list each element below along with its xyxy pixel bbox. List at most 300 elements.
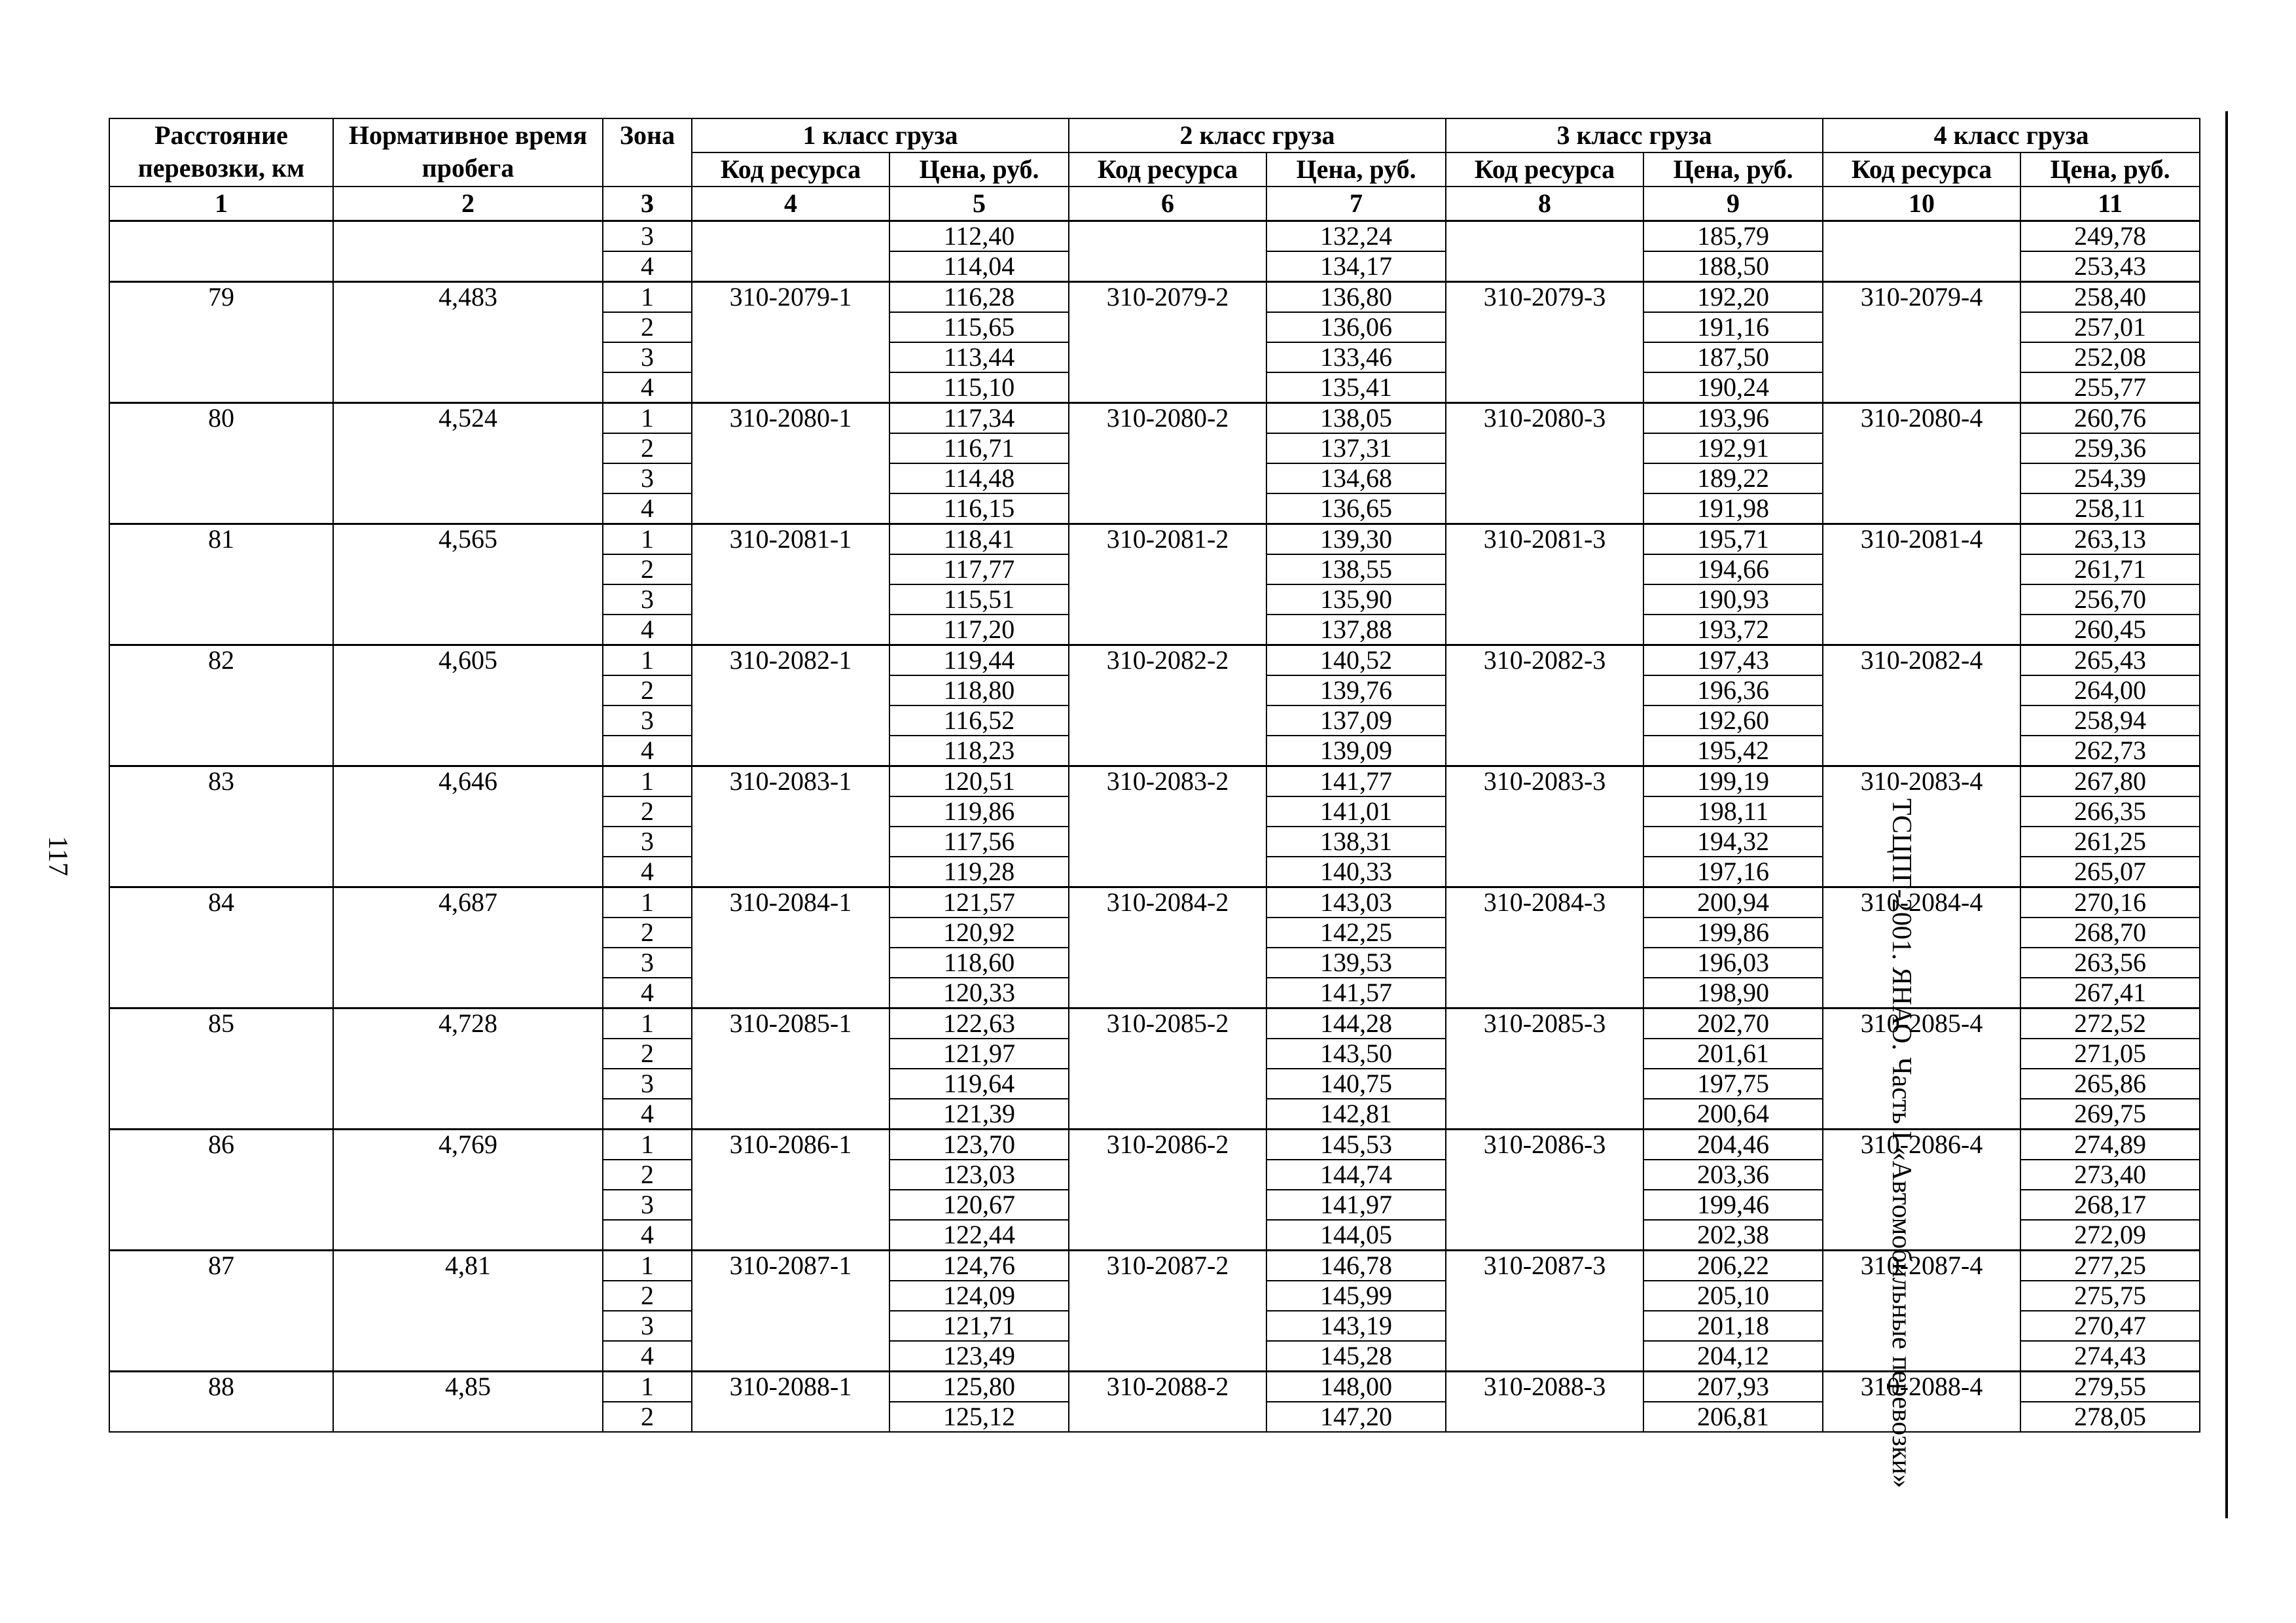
- resource-code-cell: 310-2088-4: [1823, 1372, 2020, 1433]
- price-cell: 119,28: [889, 857, 1069, 887]
- price-cell: 258,11: [2020, 493, 2200, 524]
- price-cell: 116,15: [889, 493, 1069, 524]
- price-cell: 191,98: [1643, 493, 1823, 524]
- resource-code-cell: 310-2085-2: [1069, 1008, 1266, 1130]
- price-cell: 189,22: [1643, 463, 1823, 493]
- resource-code-cell: 310-2082-2: [1069, 645, 1266, 766]
- price-cell: 192,91: [1643, 433, 1823, 463]
- table-row: [109, 282, 2200, 313]
- time-cell: 4,687: [333, 887, 603, 1008]
- column-number: 11: [2020, 187, 2200, 221]
- price-cell: 192,60: [1643, 705, 1823, 736]
- price-cell: 121,71: [889, 1311, 1069, 1341]
- time-cell: 4,605: [333, 645, 603, 766]
- price-cell: 137,31: [1266, 433, 1446, 463]
- distance-cell: 83: [109, 766, 333, 887]
- price-cell: 197,43: [1643, 645, 1823, 676]
- resource-code-cell: [692, 221, 889, 282]
- resource-code-cell: 310-2080-4: [1823, 403, 2020, 524]
- resource-code-cell: 310-2087-2: [1069, 1251, 1266, 1372]
- resource-code-cell: 310-2084-2: [1069, 887, 1266, 1008]
- zone-cell: 2: [603, 1402, 692, 1432]
- price-cell: 136,80: [1266, 282, 1446, 313]
- price-cell: 132,24: [1266, 221, 1446, 252]
- zone-cell: 4: [603, 1099, 692, 1130]
- price-cell: 122,44: [889, 1220, 1069, 1251]
- header-price: Цена, руб.: [1266, 152, 1446, 187]
- column-number: 5: [889, 187, 1069, 221]
- price-cell: 115,51: [889, 584, 1069, 615]
- price-cell: 265,43: [2020, 645, 2200, 676]
- column-number: 9: [1643, 187, 1823, 221]
- price-cell: 120,92: [889, 918, 1069, 948]
- zone-cell: 1: [603, 1251, 692, 1281]
- price-cell: 123,03: [889, 1160, 1069, 1190]
- price-cell: 114,48: [889, 463, 1069, 493]
- price-cell: 185,79: [1643, 221, 1823, 252]
- price-cell: 143,50: [1266, 1039, 1446, 1069]
- price-cell: 120,51: [889, 766, 1069, 797]
- price-cell: 253,43: [2020, 251, 2200, 282]
- price-cell: 199,86: [1643, 918, 1823, 948]
- price-cell: 124,76: [889, 1251, 1069, 1281]
- header-code: Код ресурса: [1069, 152, 1266, 187]
- price-cell: 204,46: [1643, 1130, 1823, 1160]
- resource-code-cell: 310-2088-1: [692, 1372, 889, 1433]
- price-cell: 135,41: [1266, 372, 1446, 403]
- price-cell: 148,00: [1266, 1372, 1446, 1402]
- header-code: Код ресурса: [1823, 152, 2020, 187]
- price-cell: 274,89: [2020, 1130, 2200, 1160]
- header-zone: Зона: [603, 118, 692, 187]
- table-row: [109, 524, 2200, 555]
- price-cell: 202,70: [1643, 1008, 1823, 1039]
- zone-cell: 3: [603, 1069, 692, 1099]
- zone-cell: 4: [603, 857, 692, 887]
- zone-cell: 2: [603, 796, 692, 827]
- price-cell: 141,77: [1266, 766, 1446, 797]
- price-cell: 272,52: [2020, 1008, 2200, 1039]
- price-cell: 270,16: [2020, 887, 2200, 918]
- zone-cell: 1: [603, 1372, 692, 1402]
- price-cell: 115,10: [889, 372, 1069, 403]
- header-price: Цена, руб.: [1643, 152, 1823, 187]
- price-cell: 141,01: [1266, 796, 1446, 827]
- price-cell: 120,67: [889, 1190, 1069, 1220]
- time-cell: 4,524: [333, 403, 603, 524]
- zone-cell: 4: [603, 493, 692, 524]
- price-cell: 145,28: [1266, 1341, 1446, 1372]
- price-cell: 118,23: [889, 736, 1069, 766]
- time-cell: 4,728: [333, 1008, 603, 1130]
- price-cell: 137,09: [1266, 705, 1446, 736]
- zone-cell: 2: [603, 1281, 692, 1311]
- price-cell: 266,35: [2020, 796, 2200, 827]
- zone-cell: 1: [603, 282, 692, 313]
- resource-code-cell: 310-2079-4: [1823, 282, 2020, 403]
- time-cell: 4,646: [333, 766, 603, 887]
- distance-cell: 81: [109, 524, 333, 645]
- price-cell: 136,65: [1266, 493, 1446, 524]
- price-cell: 113,44: [889, 342, 1069, 372]
- price-cell: 275,75: [2020, 1281, 2200, 1311]
- resource-code-cell: 310-2088-3: [1446, 1372, 1643, 1433]
- price-cell: 263,56: [2020, 948, 2200, 978]
- price-cell: 195,71: [1643, 524, 1823, 555]
- resource-code-cell: 310-2081-4: [1823, 524, 2020, 645]
- price-cell: 121,97: [889, 1039, 1069, 1069]
- zone-cell: 3: [603, 463, 692, 493]
- zone-cell: 4: [603, 372, 692, 403]
- price-cell: 268,17: [2020, 1190, 2200, 1220]
- price-cell: 122,63: [889, 1008, 1069, 1039]
- zone-cell: 2: [603, 554, 692, 584]
- price-cell: 197,75: [1643, 1069, 1823, 1099]
- price-cell: 139,30: [1266, 524, 1446, 555]
- distance-cell: 82: [109, 645, 333, 766]
- price-cell: 190,24: [1643, 372, 1823, 403]
- price-cell: 278,05: [2020, 1402, 2200, 1432]
- column-number: 8: [1446, 187, 1643, 221]
- distance-cell: 85: [109, 1008, 333, 1130]
- price-cell: 138,05: [1266, 403, 1446, 434]
- price-cell: 138,55: [1266, 554, 1446, 584]
- price-cell: 142,81: [1266, 1099, 1446, 1130]
- zone-cell: 2: [603, 433, 692, 463]
- price-cell: 124,09: [889, 1281, 1069, 1311]
- resource-code-cell: 310-2086-4: [1823, 1130, 2020, 1251]
- resource-code-cell: [1069, 221, 1266, 282]
- price-cell: 136,06: [1266, 312, 1446, 342]
- time-cell: 4,85: [333, 1372, 603, 1433]
- resource-code-cell: 310-2080-2: [1069, 403, 1266, 524]
- resource-code-cell: 310-2085-3: [1446, 1008, 1643, 1130]
- time-cell: 4,483: [333, 282, 603, 403]
- column-number: 2: [333, 187, 603, 221]
- price-cell: 144,05: [1266, 1220, 1446, 1251]
- resource-code-cell: 310-2087-3: [1446, 1251, 1643, 1372]
- price-cell: 207,93: [1643, 1372, 1823, 1402]
- zone-cell: 3: [603, 1311, 692, 1341]
- price-cell: 121,39: [889, 1099, 1069, 1130]
- price-cell: 117,20: [889, 615, 1069, 645]
- price-cell: 190,93: [1643, 584, 1823, 615]
- resource-code-cell: 310-2085-4: [1823, 1008, 2020, 1130]
- price-cell: 114,04: [889, 251, 1069, 282]
- table-row: [109, 221, 2200, 252]
- resource-code-cell: 310-2079-3: [1446, 282, 1643, 403]
- price-cell: 140,52: [1266, 645, 1446, 676]
- distance-cell: 80: [109, 403, 333, 524]
- price-cell: 261,71: [2020, 554, 2200, 584]
- resource-code-cell: 310-2081-1: [692, 524, 889, 645]
- price-cell: 146,78: [1266, 1251, 1446, 1281]
- price-cell: 206,22: [1643, 1251, 1823, 1281]
- resource-code-cell: 310-2086-2: [1069, 1130, 1266, 1251]
- price-cell: 187,50: [1643, 342, 1823, 372]
- resource-code-cell: 310-2084-3: [1446, 887, 1643, 1008]
- price-cell: 259,36: [2020, 433, 2200, 463]
- price-cell: 256,70: [2020, 584, 2200, 615]
- price-cell: 199,19: [1643, 766, 1823, 797]
- zone-cell: 4: [603, 736, 692, 766]
- price-cell: 121,57: [889, 887, 1069, 918]
- document-title: ТСЦПГ-2001. ЯНАО. Часть I «Автомобильные перевозки»: [1886, 798, 1917, 1488]
- price-cell: 145,99: [1266, 1281, 1446, 1311]
- price-cell: 139,09: [1266, 736, 1446, 766]
- resource-code-cell: 310-2087-4: [1823, 1251, 2020, 1372]
- price-cell: 116,71: [889, 433, 1069, 463]
- price-cell: 263,13: [2020, 524, 2200, 555]
- zone-cell: 1: [603, 1008, 692, 1039]
- price-cell: 262,73: [2020, 736, 2200, 766]
- price-cell: 257,01: [2020, 312, 2200, 342]
- zone-cell: 3: [603, 948, 692, 978]
- price-cell: 188,50: [1643, 251, 1823, 282]
- price-cell: 194,66: [1643, 554, 1823, 584]
- zone-cell: 3: [603, 705, 692, 736]
- header-time: Нормативное время пробега: [333, 118, 603, 187]
- resource-code-cell: 310-2082-3: [1446, 645, 1643, 766]
- price-cell: 116,52: [889, 705, 1069, 736]
- price-cell: 117,56: [889, 827, 1069, 857]
- price-cell: 270,47: [2020, 1311, 2200, 1341]
- zone-cell: 4: [603, 1220, 692, 1251]
- price-cell: 201,18: [1643, 1311, 1823, 1341]
- page-number: 117: [43, 836, 73, 876]
- price-cell: 193,96: [1643, 403, 1823, 434]
- zone-cell: 3: [603, 584, 692, 615]
- price-cell: 115,65: [889, 312, 1069, 342]
- price-cell: 268,70: [2020, 918, 2200, 948]
- price-cell: 279,55: [2020, 1372, 2200, 1402]
- column-number: 3: [603, 187, 692, 221]
- header-distance: Расстояние перевозки, км: [109, 118, 333, 187]
- price-cell: 118,80: [889, 675, 1069, 705]
- price-cell: 260,45: [2020, 615, 2200, 645]
- resource-code-cell: 310-2082-4: [1823, 645, 2020, 766]
- resource-code-cell: 310-2083-3: [1446, 766, 1643, 887]
- price-cell: 141,97: [1266, 1190, 1446, 1220]
- column-number: 4: [692, 187, 889, 221]
- zone-cell: 3: [603, 342, 692, 372]
- price-cell: 260,76: [2020, 403, 2200, 434]
- price-cell: 119,86: [889, 796, 1069, 827]
- price-cell: 249,78: [2020, 221, 2200, 252]
- price-cell: 145,53: [1266, 1130, 1446, 1160]
- price-cell: 274,43: [2020, 1341, 2200, 1372]
- price-cell: 139,76: [1266, 675, 1446, 705]
- price-cell: 118,41: [889, 524, 1069, 555]
- price-cell: 116,28: [889, 282, 1069, 313]
- price-cell: 272,09: [2020, 1220, 2200, 1251]
- header-class-2: 2 класс груза: [1069, 118, 1446, 152]
- price-cell: 134,17: [1266, 251, 1446, 282]
- zone-cell: 3: [603, 1190, 692, 1220]
- resource-code-cell: 310-2079-1: [692, 282, 889, 403]
- price-cell: 273,40: [2020, 1160, 2200, 1190]
- price-cell: 271,05: [2020, 1039, 2200, 1069]
- price-cell: 205,10: [1643, 1281, 1823, 1311]
- column-number: 7: [1266, 187, 1446, 221]
- price-cell: 265,86: [2020, 1069, 2200, 1099]
- column-number: 6: [1069, 187, 1266, 221]
- resource-code-cell: 310-2080-1: [692, 403, 889, 524]
- zone-cell: 3: [603, 221, 692, 252]
- price-cell: 252,08: [2020, 342, 2200, 372]
- price-cell: 112,40: [889, 221, 1069, 252]
- resource-code-cell: 310-2084-4: [1823, 887, 2020, 1008]
- zone-cell: 1: [603, 645, 692, 676]
- right-border-rule: [2225, 111, 2228, 1518]
- resource-code-cell: 310-2083-2: [1069, 766, 1266, 887]
- price-cell: 117,34: [889, 403, 1069, 434]
- price-cell: 135,90: [1266, 584, 1446, 615]
- distance-cell: 84: [109, 887, 333, 1008]
- resource-code-cell: 310-2085-1: [692, 1008, 889, 1130]
- resource-code-cell: 310-2083-4: [1823, 766, 2020, 887]
- zone-cell: 3: [603, 827, 692, 857]
- price-cell: 119,44: [889, 645, 1069, 676]
- price-cell: 261,25: [2020, 827, 2200, 857]
- price-cell: 140,33: [1266, 857, 1446, 887]
- time-cell: [333, 221, 603, 282]
- zone-cell: 1: [603, 766, 692, 797]
- price-cell: 147,20: [1266, 1402, 1446, 1432]
- resource-code-cell: [1446, 221, 1643, 282]
- price-cell: 195,42: [1643, 736, 1823, 766]
- price-cell: 140,75: [1266, 1069, 1446, 1099]
- table-row: [109, 645, 2200, 676]
- price-cell: 197,16: [1643, 857, 1823, 887]
- zone-cell: 1: [603, 524, 692, 555]
- distance-cell: 86: [109, 1130, 333, 1251]
- price-cell: 125,12: [889, 1402, 1069, 1432]
- price-cell: 258,94: [2020, 705, 2200, 736]
- price-cell: 267,41: [2020, 978, 2200, 1008]
- price-cell: 191,16: [1643, 312, 1823, 342]
- header-class-1: 1 класс груза: [692, 118, 1069, 152]
- zone-cell: 4: [603, 978, 692, 1008]
- price-cell: 258,40: [2020, 282, 2200, 313]
- zone-cell: 2: [603, 1039, 692, 1069]
- price-cell: 142,25: [1266, 918, 1446, 948]
- price-cell: 254,39: [2020, 463, 2200, 493]
- price-cell: 200,64: [1643, 1099, 1823, 1130]
- distance-cell: [109, 221, 333, 282]
- resource-code-cell: [1823, 221, 2020, 282]
- time-cell: 4,81: [333, 1251, 603, 1372]
- price-cell: 144,28: [1266, 1008, 1446, 1039]
- time-cell: 4,565: [333, 524, 603, 645]
- price-cell: 277,25: [2020, 1251, 2200, 1281]
- price-cell: 203,36: [1643, 1160, 1823, 1190]
- price-cell: 193,72: [1643, 615, 1823, 645]
- table-row: [109, 403, 2200, 434]
- price-cell: 200,94: [1643, 887, 1823, 918]
- zone-cell: 2: [603, 1160, 692, 1190]
- zone-cell: 2: [603, 918, 692, 948]
- price-cell: 139,53: [1266, 948, 1446, 978]
- price-cell: 265,07: [2020, 857, 2200, 887]
- price-cell: 198,90: [1643, 978, 1823, 1008]
- resource-code-cell: 310-2080-3: [1446, 403, 1643, 524]
- resource-code-cell: 310-2086-1: [692, 1130, 889, 1251]
- resource-code-cell: 310-2082-1: [692, 645, 889, 766]
- price-cell: 196,36: [1643, 675, 1823, 705]
- table-row: [109, 766, 2200, 797]
- resource-code-cell: 310-2081-2: [1069, 524, 1266, 645]
- header-code: Код ресурса: [1446, 152, 1643, 187]
- header-class-3: 3 класс груза: [1446, 118, 1823, 152]
- price-cell: 199,46: [1643, 1190, 1823, 1220]
- zone-cell: 4: [603, 1341, 692, 1372]
- resource-code-cell: 310-2088-2: [1069, 1372, 1266, 1433]
- time-cell: 4,769: [333, 1130, 603, 1251]
- resource-code-cell: 310-2081-3: [1446, 524, 1643, 645]
- price-cell: 144,74: [1266, 1160, 1446, 1190]
- price-cell: 206,81: [1643, 1402, 1823, 1432]
- distance-cell: 79: [109, 282, 333, 403]
- resource-code-cell: 310-2086-3: [1446, 1130, 1643, 1251]
- zone-cell: 2: [603, 675, 692, 705]
- column-number: 1: [109, 187, 333, 221]
- zone-cell: 4: [603, 615, 692, 645]
- price-cell: 194,32: [1643, 827, 1823, 857]
- price-cell: 264,00: [2020, 675, 2200, 705]
- resource-code-cell: 310-2083-1: [692, 766, 889, 887]
- price-cell: 204,12: [1643, 1341, 1823, 1372]
- header-price: Цена, руб.: [889, 152, 1069, 187]
- price-cell: 123,49: [889, 1341, 1069, 1372]
- resource-code-cell: 310-2079-2: [1069, 282, 1266, 403]
- price-cell: 137,88: [1266, 615, 1446, 645]
- price-cell: 119,64: [889, 1069, 1069, 1099]
- header-price: Цена, руб.: [2020, 152, 2200, 187]
- price-cell: 118,60: [889, 948, 1069, 978]
- zone-cell: 1: [603, 403, 692, 434]
- price-cell: 143,19: [1266, 1311, 1446, 1341]
- price-cell: 201,61: [1643, 1039, 1823, 1069]
- distance-cell: 87: [109, 1251, 333, 1372]
- price-cell: 192,20: [1643, 282, 1823, 313]
- price-cell: 196,03: [1643, 948, 1823, 978]
- zone-cell: 2: [603, 312, 692, 342]
- distance-cell: 88: [109, 1372, 333, 1433]
- price-cell: 133,46: [1266, 342, 1446, 372]
- resource-code-cell: 310-2087-1: [692, 1251, 889, 1372]
- price-cell: 202,38: [1643, 1220, 1823, 1251]
- price-cell: 117,77: [889, 554, 1069, 584]
- price-cell: 255,77: [2020, 372, 2200, 403]
- price-cell: 125,80: [889, 1372, 1069, 1402]
- resource-code-cell: 310-2084-1: [692, 887, 889, 1008]
- price-cell: 123,70: [889, 1130, 1069, 1160]
- price-cell: 120,33: [889, 978, 1069, 1008]
- price-cell: 143,03: [1266, 887, 1446, 918]
- price-cell: 269,75: [2020, 1099, 2200, 1130]
- zone-cell: 1: [603, 887, 692, 918]
- table-header: [109, 118, 2200, 221]
- header-class-4: 4 класс груза: [1823, 118, 2200, 152]
- zone-cell: 1: [603, 1130, 692, 1160]
- price-cell: 267,80: [2020, 766, 2200, 797]
- price-cell: 138,31: [1266, 827, 1446, 857]
- column-number: 10: [1823, 187, 2020, 221]
- price-cell: 198,11: [1643, 796, 1823, 827]
- price-cell: 134,68: [1266, 463, 1446, 493]
- zone-cell: 4: [603, 251, 692, 282]
